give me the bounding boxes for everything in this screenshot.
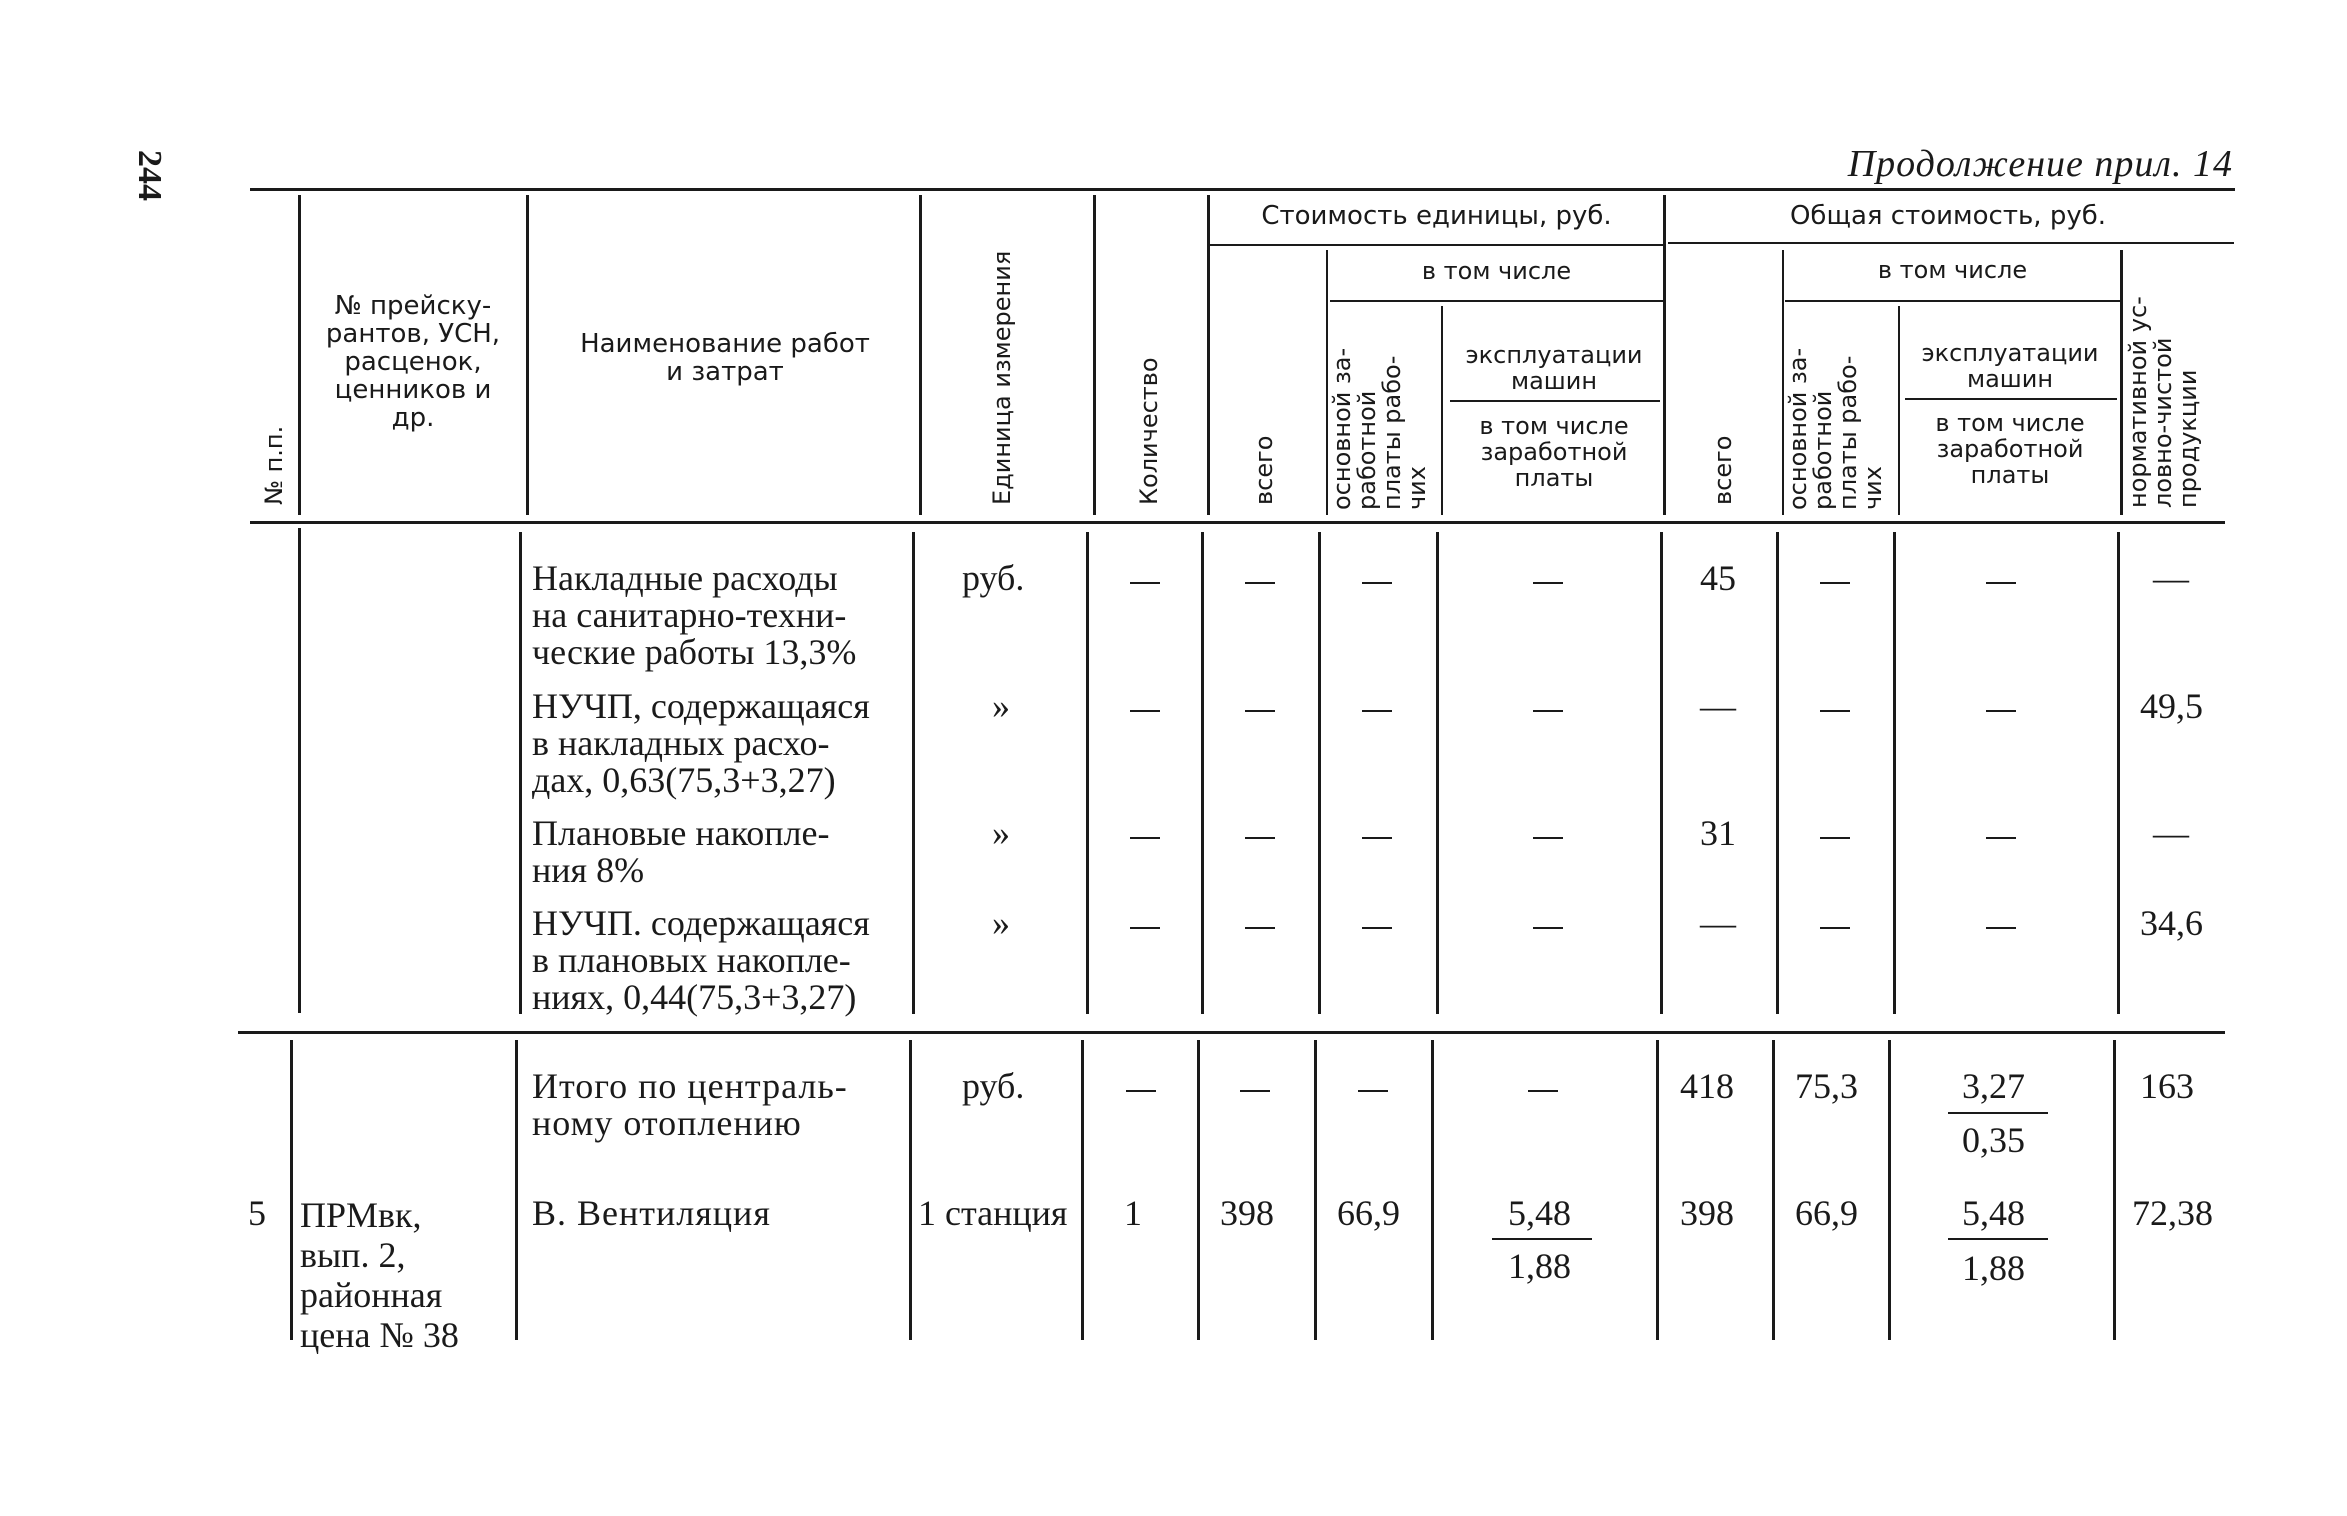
section-rule <box>238 1031 2225 1034</box>
table-row: Накладные расходы на санитарно-техни- ческие работы 13,3% <box>532 558 857 672</box>
unit-machines-rule <box>1450 400 1660 402</box>
total-row-name: Итого по централь- ному отоплению <box>532 1066 848 1143</box>
vent-row-unit-sum: 398 <box>1220 1193 1274 1233</box>
header-total-total: всего <box>1709 435 1737 505</box>
vent-row-num: 5 <box>248 1193 266 1233</box>
vent-row-normative: 72,38 <box>2132 1193 2213 1233</box>
row4-total-sum: — <box>1700 903 1736 943</box>
header-total-including: в том числе <box>1877 256 2028 284</box>
row4-unit: » <box>992 903 1010 943</box>
header-price-list: № прейску- рантов, УСН, расценок, ценников и др. <box>325 291 501 433</box>
header-unit-total: всего <box>1250 435 1278 505</box>
table-top-rule <box>250 188 2235 191</box>
header-num: № п.п. <box>260 425 288 505</box>
vent-row-unit-machines-wages: 1,88 <box>1508 1246 1571 1286</box>
vent-row-unit-wages: 66,9 <box>1337 1193 1400 1233</box>
header-bottom-rule <box>250 521 2225 524</box>
total-row-unit: руб. <box>962 1066 1025 1106</box>
row3-unit: » <box>992 813 1010 853</box>
row2-total-sum: — <box>1700 686 1736 726</box>
table-row: Плановые накопле- ния 8% <box>532 813 830 890</box>
header-total-cost: Общая стоимость, руб. <box>1789 201 2107 231</box>
total-including-rule <box>1785 300 2120 302</box>
vent-row-unit-machines: 5,48 <box>1508 1193 1571 1233</box>
row3-normative: — <box>2153 813 2189 853</box>
row1-total-sum: 45 <box>1700 558 1736 598</box>
header-unit-wages: основной за- работной платы рабо- чих <box>1328 347 1431 510</box>
header-unit: Единица измерения <box>988 250 1016 505</box>
total-row-wages: 75,3 <box>1795 1066 1858 1106</box>
continuation-title: Продолжение прил. 14 <box>1847 143 2233 185</box>
vent-row-unit: 1 станция <box>918 1193 1068 1233</box>
total-row-sum: 418 <box>1680 1066 1734 1106</box>
row2-normative: 49,5 <box>2140 686 2203 726</box>
header-unit-including: в том числе <box>1421 257 1572 285</box>
row1-unit: руб. <box>962 558 1025 598</box>
page-number: 244 <box>131 150 168 201</box>
header-unit-cost: Стоимость единицы, руб. <box>1261 201 1612 231</box>
header-total-machines: эксплуатации машин <box>1921 339 2099 393</box>
total-cost-rule <box>1668 242 2234 244</box>
total-row-machines-wages: 0,35 <box>1962 1120 2025 1160</box>
vent-row-total-machines-wages: 1,88 <box>1962 1248 2025 1288</box>
header-qty: Количество <box>1135 357 1163 505</box>
row2-unit: » <box>992 686 1010 726</box>
vent-row-name: В. Вентиляция <box>532 1193 771 1233</box>
header-unit-machines: эксплуатации машин <box>1465 341 1643 395</box>
header-name: Наименование работ и затрат <box>580 329 870 387</box>
unit-cost-rule <box>1210 244 1663 246</box>
vent-row-total-wages: 66,9 <box>1795 1193 1858 1233</box>
vent-row-price-list: ПРМвк, вып. 2, районная цена № 38 <box>300 1195 459 1355</box>
vent-row-total-machines: 5,48 <box>1962 1193 2025 1233</box>
table-row: НУЧП. содержащаяся в плановых накопле- ниях, 0,44(75,3+3,27) <box>532 903 870 1017</box>
header-unit-incl-wages: в том числе заработной платы <box>1479 412 1629 492</box>
vent-row-qty: 1 <box>1124 1193 1142 1233</box>
row1-normative: — <box>2153 558 2189 598</box>
header-normative: нормативной ус- ловно-чистой продукции <box>2124 296 2202 508</box>
row3-total-sum: 31 <box>1700 813 1736 853</box>
row4-normative: 34,6 <box>2140 903 2203 943</box>
table-row: НУЧП, содержащаяся в накладных расхо- дах, 0,63(75,3+3,27) <box>532 686 870 800</box>
unit-including-rule <box>1330 300 1663 302</box>
header-total-incl-wages: в том числе заработной платы <box>1935 409 2085 489</box>
header-total-wages: основной за- работной платы рабо- чих <box>1784 347 1887 510</box>
total-machines-rule <box>1905 398 2117 400</box>
total-row-normative: 163 <box>2140 1066 2194 1106</box>
vent-row-total-sum: 398 <box>1680 1193 1734 1233</box>
total-row-machines: 3,27 <box>1962 1066 2025 1106</box>
